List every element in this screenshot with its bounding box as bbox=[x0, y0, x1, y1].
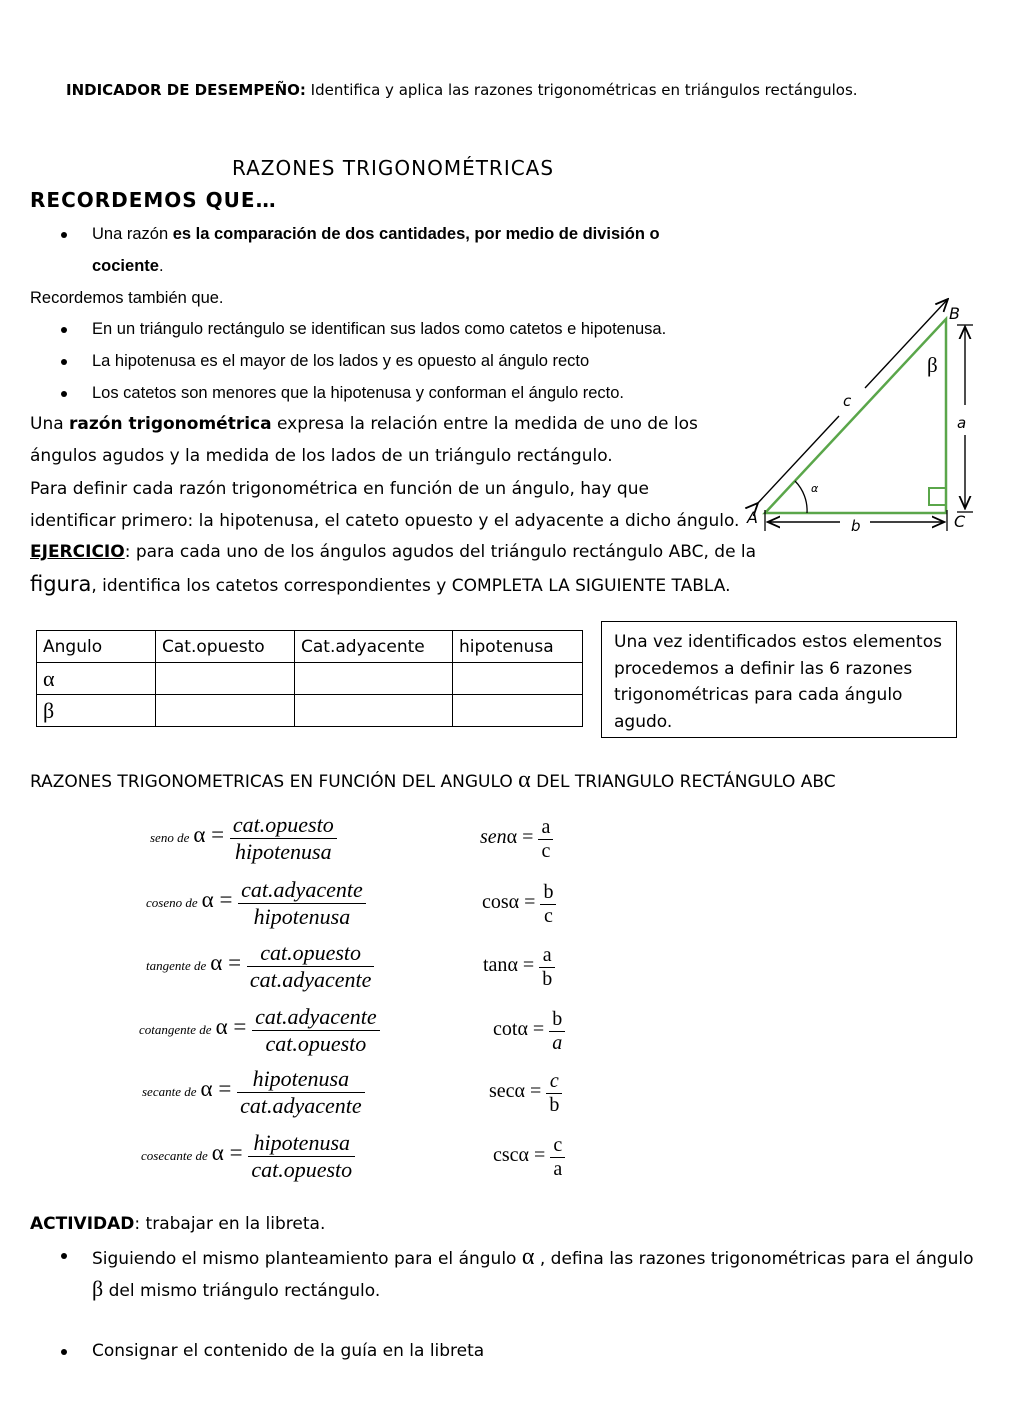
bullet-razon-post: . bbox=[158, 257, 164, 275]
equals-sign: = bbox=[227, 1014, 253, 1040]
function-name: cot bbox=[493, 1018, 518, 1041]
actividad-line bbox=[30, 1214, 325, 1234]
bullet-razon bbox=[92, 225, 660, 244]
function-name: tan bbox=[483, 954, 508, 977]
fraction-numerator: hipotenusa bbox=[253, 1130, 351, 1155]
fraction-denominator: cat.opuesto bbox=[252, 1030, 380, 1057]
function-symbol: α bbox=[506, 826, 518, 849]
fraction-numerator: cat.adyacente bbox=[255, 1004, 377, 1029]
actividad-item1-line2-text: del mismo triángulo rectángulo. bbox=[103, 1281, 381, 1301]
table-cell-input[interactable] bbox=[156, 695, 295, 727]
fraction-denominator: a bbox=[549, 1031, 565, 1055]
para-text: expresa la relación entre la medida de uno de los bbox=[271, 414, 698, 434]
formula-sec bbox=[142, 1066, 365, 1119]
para-razon-line1 bbox=[30, 414, 698, 434]
fraction-numerator: a bbox=[542, 944, 552, 966]
ejercicio-line1 bbox=[30, 542, 756, 562]
bullet-item: La hipotenusa es el mayor de los lados y es opuesto al ángulo recto bbox=[92, 352, 590, 370]
fraction-numerator: b bbox=[552, 1008, 563, 1030]
function-symbol: α bbox=[517, 1018, 528, 1041]
formula-short-sen bbox=[480, 816, 553, 863]
table-cell-input[interactable] bbox=[453, 663, 583, 695]
bullet-dot bbox=[61, 391, 67, 397]
bullet-razon-bold: es la comparación de dos cantidades, por medio de división o bbox=[172, 225, 660, 243]
formula-label: secante de bbox=[142, 1084, 197, 1100]
formula-label: coseno de bbox=[146, 895, 198, 911]
formula-label: tangente de bbox=[146, 958, 207, 974]
function-symbol: α bbox=[507, 954, 518, 977]
equals-sign: = bbox=[517, 826, 539, 849]
function-name: sec bbox=[489, 1080, 515, 1103]
angle-alpha-label: α bbox=[811, 482, 819, 495]
actividad-item1-post: , defina las razones trigonométricas para el ángulo bbox=[534, 1249, 974, 1269]
equals-sign: = bbox=[212, 1076, 238, 1102]
formula-cot bbox=[139, 1004, 380, 1057]
indicador-line bbox=[66, 81, 858, 99]
fraction-numerator: hipotenusa bbox=[252, 1066, 350, 1091]
fraction-numerator: a bbox=[541, 816, 551, 838]
formula-tan bbox=[146, 940, 374, 993]
fraction-numerator: c bbox=[549, 1070, 559, 1092]
vertex-B: B bbox=[949, 304, 960, 323]
function-name: sen bbox=[480, 826, 507, 849]
fraction-denominator: c bbox=[540, 904, 556, 928]
right-angle-mark bbox=[929, 488, 946, 505]
formula-symbol: α bbox=[210, 950, 223, 976]
formula-sen bbox=[150, 812, 337, 865]
recordemos-heading: RECORDEMOS QUE… bbox=[30, 188, 277, 212]
bullet-item: En un triángulo rectángulo se identifican sus lados como catetos e hipotenusa. bbox=[92, 320, 667, 338]
fraction-denominator: b bbox=[546, 1093, 562, 1117]
alpha-arc bbox=[795, 481, 807, 513]
short-fraction bbox=[540, 881, 556, 928]
recordemos-tambien: Recordemos también que. bbox=[30, 289, 224, 307]
formula-short-cot bbox=[493, 1008, 565, 1055]
bullet-dot bbox=[61, 1253, 67, 1259]
short-fraction bbox=[549, 1008, 565, 1055]
equals-sign: = bbox=[213, 887, 239, 913]
formula-short-tan bbox=[483, 944, 555, 991]
para-razon-line2: ángulos agudos y la medida de los lados de un triángulo rectángulo. bbox=[30, 446, 613, 466]
equals-sign: = bbox=[205, 822, 230, 848]
table-cell-input[interactable] bbox=[453, 695, 583, 727]
side-b-label: b bbox=[851, 517, 861, 535]
equals-sign: = bbox=[527, 1018, 550, 1041]
short-fraction bbox=[538, 816, 553, 863]
actividad-item2: Consignar el contenido de la guía en la libreta bbox=[92, 1341, 485, 1361]
bullet-razon-bold2: cociente bbox=[92, 257, 159, 275]
formula-cos bbox=[146, 877, 366, 930]
fraction-numerator: cat.opuesto bbox=[260, 940, 362, 965]
fraction-numerator: cat.adyacente bbox=[241, 877, 363, 902]
bullet-item: Los catetos son menores que la hipotenusa y conforman el ángulo recto. bbox=[92, 384, 624, 402]
function-symbol: α bbox=[518, 1144, 530, 1167]
short-fraction bbox=[539, 944, 555, 991]
formula-label: cosecante de bbox=[141, 1148, 208, 1164]
bullet-dot bbox=[61, 327, 67, 333]
bullet-dot bbox=[61, 359, 67, 365]
info-box-line: agudo. bbox=[614, 711, 673, 732]
actividad-item1-line2 bbox=[92, 1276, 380, 1302]
fraction-numerator: b bbox=[543, 881, 554, 903]
table-row bbox=[37, 695, 583, 727]
function-symbol: α bbox=[508, 891, 520, 914]
vertex-C: C bbox=[954, 512, 966, 531]
equals-sign: = bbox=[519, 891, 541, 914]
table-header: hipotenusa bbox=[453, 631, 583, 663]
angle-beta-label: β bbox=[927, 353, 938, 377]
vertex-A: A bbox=[747, 508, 758, 527]
function-name: csc bbox=[493, 1144, 519, 1167]
formula-fraction bbox=[237, 1066, 365, 1119]
bullet-dot bbox=[61, 1349, 67, 1355]
indicador-text: Identifica y aplica las razones trigonométricas en triángulos rectángulos. bbox=[305, 81, 858, 99]
equals-sign: = bbox=[529, 1144, 551, 1167]
formula-fraction bbox=[248, 1130, 355, 1183]
info-box bbox=[601, 621, 957, 738]
bullet-dot bbox=[61, 232, 67, 238]
formula-fraction bbox=[247, 940, 375, 993]
ejercicio-text2: , identifica los catetos correspondientes y COMPLETA LA SIGUIENTE TABLA. bbox=[91, 576, 731, 596]
para-bold: razón trigonométrica bbox=[69, 414, 272, 434]
actividad-item1-pre: Siguiendo el mismo planteamiento para el ángulo bbox=[92, 1249, 522, 1269]
razones-heading-post: DEL TRIANGULO RECTÁNGULO ABC bbox=[530, 772, 836, 792]
equals-sign: = bbox=[223, 1140, 249, 1166]
ejercicio-label: EJERCICIO bbox=[30, 542, 125, 562]
formula-symbol: α bbox=[200, 1076, 213, 1102]
equals-sign: = bbox=[222, 950, 247, 976]
ejercicio-figura: figura bbox=[30, 572, 92, 596]
fraction-denominator: cat.adyacente bbox=[237, 1092, 365, 1119]
indicador-label: INDICADOR DE DESEMPEÑO: bbox=[66, 81, 306, 99]
side-c-label: c bbox=[843, 392, 852, 410]
fraction-denominator: b bbox=[539, 967, 555, 991]
para-definir-line2: identificar primero: la hipotenusa, el cateto opuesto y el adyacente a dicho ángulo. bbox=[30, 511, 740, 531]
formula-symbol: α bbox=[211, 1140, 224, 1166]
formula-fraction bbox=[252, 1004, 380, 1057]
ejercicio-line2 bbox=[30, 572, 730, 596]
table-header: Angulo bbox=[37, 631, 156, 663]
info-box-line: Una vez identificados estos elementos bbox=[614, 632, 942, 652]
side-a-label: a bbox=[957, 414, 967, 432]
formula-short-csc bbox=[493, 1134, 565, 1181]
formula-fraction bbox=[230, 812, 337, 865]
fraction-denominator: cat.adyacente bbox=[247, 966, 375, 993]
actividad-label: ACTIVIDAD bbox=[30, 1214, 135, 1234]
ejercicio-text: : para cada uno de los ángulos agudos del triángulo rectángulo ABC, de la bbox=[124, 542, 757, 562]
actividad-alpha: α bbox=[521, 1244, 535, 1270]
razones-heading-pre: RAZONES TRIGONOMETRICAS EN FUNCIÓN DEL ANGULO bbox=[30, 772, 519, 792]
table-cell-angle: α bbox=[37, 663, 156, 695]
table-header: Cat.opuesto bbox=[156, 631, 295, 663]
triangle-figure bbox=[735, 295, 980, 540]
formula-short-cos bbox=[482, 881, 556, 928]
fraction-denominator: c bbox=[538, 839, 553, 863]
table-cell-angle: β bbox=[37, 695, 156, 727]
fraction-numerator: c bbox=[553, 1134, 563, 1156]
short-fraction bbox=[546, 1070, 562, 1117]
formula-symbol: α bbox=[193, 822, 206, 848]
fraction-numerator: cat.opuesto bbox=[232, 812, 334, 837]
razones-heading bbox=[30, 767, 836, 794]
fraction-denominator: hipotenusa bbox=[230, 838, 337, 865]
actividad-text: : trabajar en la libreta. bbox=[134, 1214, 326, 1234]
info-box-line: trigonométricas para cada ángulo bbox=[614, 685, 903, 705]
bullet-razon-line2 bbox=[92, 257, 164, 276]
para-definir-line1: Para definir cada razón trigonométrica en función de un ángulo, hay que bbox=[30, 479, 649, 499]
bullet-razon-pre: Una razón bbox=[92, 225, 173, 243]
formula-csc bbox=[141, 1130, 355, 1183]
table-cell-input[interactable] bbox=[295, 663, 453, 695]
razones-heading-alpha: α bbox=[518, 767, 531, 793]
formula-symbol: α bbox=[215, 1014, 228, 1040]
equals-sign: = bbox=[525, 1080, 547, 1103]
fraction-denominator: a bbox=[550, 1157, 565, 1181]
table-header: Cat.adyacente bbox=[295, 631, 453, 663]
fraction-denominator: cat.opuesto bbox=[248, 1156, 355, 1183]
actividad-item1 bbox=[92, 1244, 973, 1271]
formula-short-sec bbox=[489, 1070, 562, 1117]
equals-sign: = bbox=[517, 954, 540, 977]
table-row bbox=[37, 663, 583, 695]
table-cell-input[interactable] bbox=[156, 663, 295, 695]
fraction-denominator: hipotenusa bbox=[238, 903, 366, 930]
formula-symbol: α bbox=[201, 887, 214, 913]
table-cell-input[interactable] bbox=[295, 695, 453, 727]
triangle-shape bbox=[765, 319, 946, 513]
angles-table bbox=[36, 630, 583, 727]
table-header-row bbox=[37, 631, 583, 663]
actividad-beta: β bbox=[92, 1276, 104, 1301]
function-symbol: α bbox=[514, 1080, 526, 1103]
short-fraction bbox=[550, 1134, 565, 1181]
para-text: Una bbox=[30, 414, 70, 434]
function-name: cos bbox=[482, 891, 509, 914]
formula-label: seno de bbox=[150, 830, 190, 846]
page-title: RAZONES TRIGONOMÉTRICAS bbox=[232, 156, 555, 180]
info-box-line: procedemos a definir las 6 razones bbox=[614, 658, 913, 679]
formula-fraction bbox=[238, 877, 366, 930]
formula-label: cotangente de bbox=[139, 1022, 212, 1038]
